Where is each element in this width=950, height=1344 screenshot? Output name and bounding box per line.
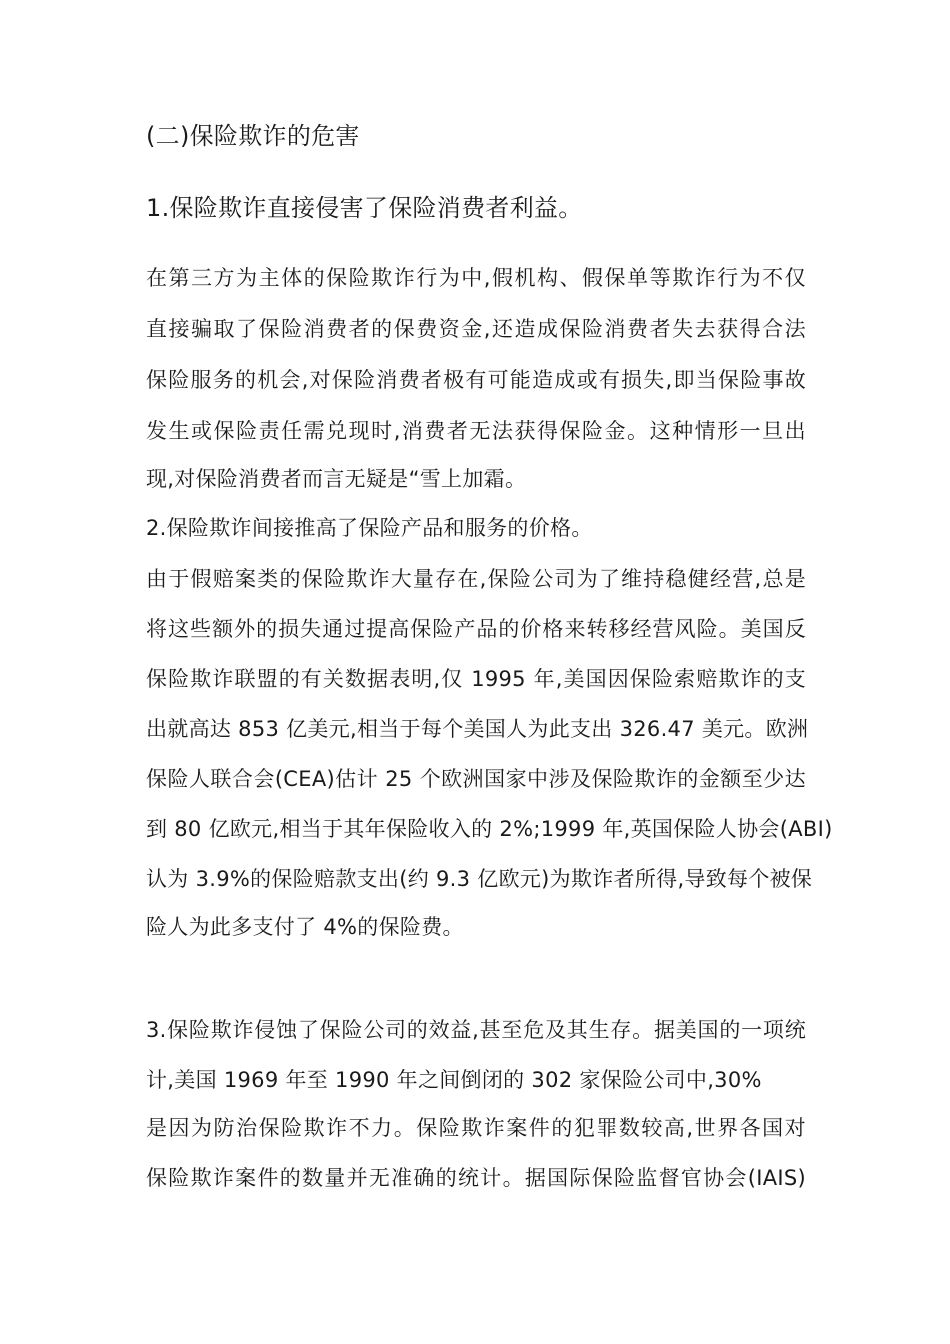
point-1-heading: 1.保险欺诈直接侵害了保险消费者利益。	[146, 194, 583, 222]
paragraph-1-line: 在第三方为主体的保险欺诈行为中,假机构、假保单等欺诈行为不仅	[146, 266, 806, 290]
paragraph-2-line: 保险人联合会(CEA)估计 25 个欧洲国家中涉及保险欺诈的金额至少达	[146, 767, 806, 791]
paragraph-1-line: 现,对保险消费者而言无疑是“雪上加霜。	[146, 467, 527, 491]
paragraph-2-line: 保险欺诈联盟的有关数据表明,仅 1995 年,美国因保险索赔欺诈的支	[146, 667, 806, 691]
point-2-heading: 2.保险欺诈间接推高了保险产品和服务的价格。	[146, 516, 593, 540]
paragraph-3-line: 计,美国 1969 年至 1990 年之间倒闭的 302 家保险公司中,30%	[146, 1068, 762, 1092]
paragraph-2-line: 到 80 亿欧元,相当于其年保险收入的 2%;1999 年,英国保险人协会(ABI)	[146, 817, 833, 841]
paragraph-2-line: 将这些额外的损失通过提高保险产品的价格来转移经营风险。美国反	[146, 617, 806, 641]
paragraph-2-line: 险人为此多支付了 4%的保险费。	[146, 915, 464, 939]
section-heading: (二)保险欺诈的危害	[146, 122, 360, 150]
paragraph-1-line: 保险服务的机会,对保险消费者极有可能造成或有损失,即当保险事故	[146, 368, 806, 392]
paragraph-1-line: 发生或保险责任需兑现时,消费者无法获得保险金。这种情形一旦出	[146, 419, 806, 443]
paragraph-3-line: 保险欺诈案件的数量并无准确的统计。据国际保险监督官协会(IAIS)	[146, 1166, 806, 1190]
paragraph-3-line: 3.保险欺诈侵蚀了保险公司的效益,甚至危及其生存。据美国的一项统	[146, 1018, 806, 1042]
paragraph-3-line: 是因为防治保险欺诈不力。保险欺诈案件的犯罪数较高,世界各国对	[146, 1116, 806, 1140]
paragraph-2-line: 由于假赔案类的保险欺诈大量存在,保险公司为了维持稳健经营,总是	[146, 567, 806, 591]
paragraph-1-line: 直接骗取了保险消费者的保费资金,还造成保险消费者失去获得合法	[146, 317, 806, 341]
paragraph-2-line: 认为 3.9%的保险赔款支出(约 9.3 亿欧元)为欺诈者所得,导致每个被保	[146, 867, 813, 891]
paragraph-2-line: 出就高达 853 亿美元,相当于每个美国人为此支出 326.47 美元。欧洲	[146, 717, 809, 741]
